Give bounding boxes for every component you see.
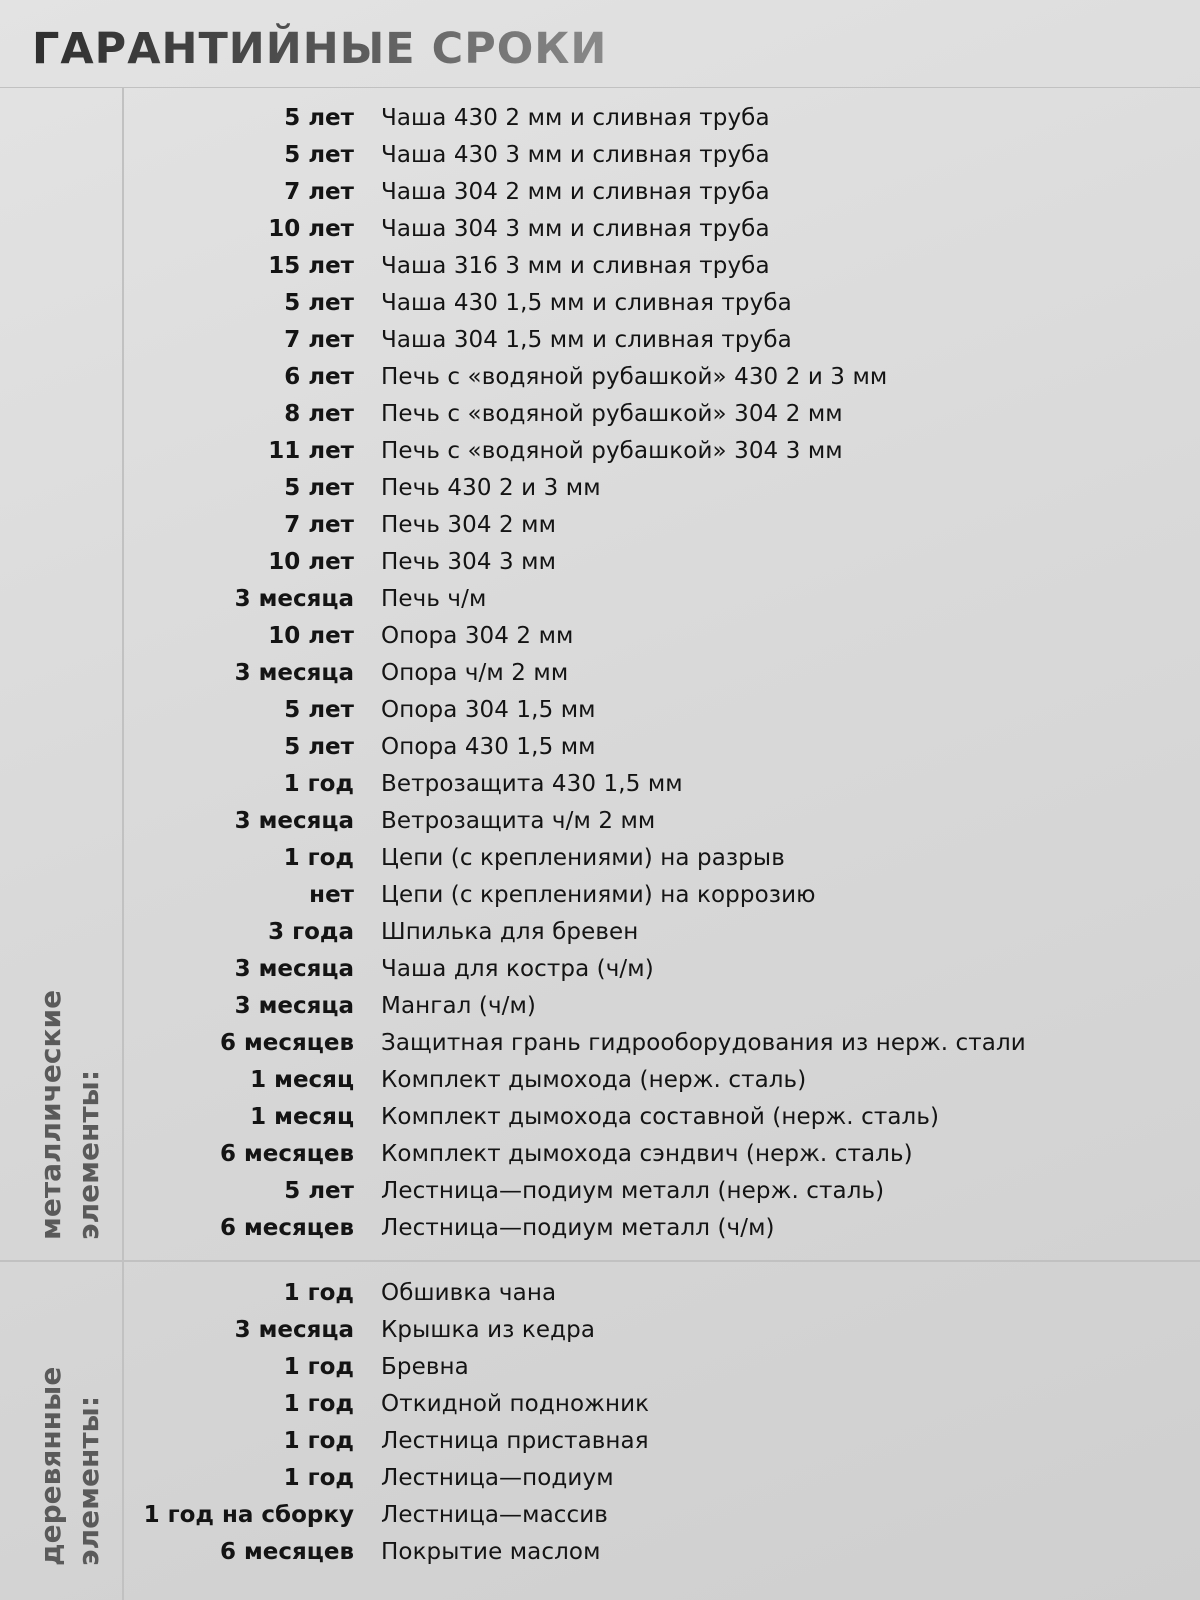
warranty-row: [0, 1534, 1200, 1571]
warranty-item: Чаша 304 3 мм и сливная труба: [381, 216, 770, 242]
warranty-row: [0, 285, 1200, 322]
warranty-term: 5 лет: [284, 697, 354, 723]
warranty-item: Опора 304 2 мм: [381, 623, 574, 649]
warranty-item: Печь с «водяной рубашкой» 304 3 мм: [381, 438, 843, 464]
warranty-item: Чаша 430 2 мм и сливная труба: [381, 105, 770, 131]
warranty-item: Бревна: [381, 1354, 469, 1380]
warranty-item: Цепи (с креплениями) на коррозию: [381, 882, 816, 908]
warranty-row: [0, 359, 1200, 396]
warranty-item: Комплект дымохода (нерж. сталь): [381, 1067, 807, 1093]
warranty-row: [0, 877, 1200, 914]
warranty-row: [0, 692, 1200, 729]
warranty-term: нет: [309, 882, 354, 908]
warranty-term: 1 год: [283, 845, 354, 871]
warranty-row: [0, 433, 1200, 470]
warranty-term: 10 лет: [268, 216, 354, 242]
section-label-line: деревянные: [34, 1366, 67, 1566]
warranty-row: [0, 766, 1200, 803]
warranty-item: Откидной подножник: [381, 1391, 650, 1417]
warranty-row: [0, 100, 1200, 137]
warranty-term: 3 года: [268, 919, 354, 945]
warranty-item: Защитная грань гидрооборудования из нерж. стали: [381, 1030, 1026, 1056]
metal-warranty-list: [0, 100, 1200, 1247]
warranty-item: Печь ч/м: [381, 586, 487, 612]
warranty-term: 5 лет: [284, 734, 354, 760]
warranty-row: [0, 1025, 1200, 1062]
warranty-item: Печь 430 2 и 3 мм: [381, 475, 601, 501]
warranty-row: [0, 914, 1200, 951]
warranty-term: 11 лет: [268, 438, 354, 464]
warranty-item: Покрытие маслом: [381, 1539, 601, 1565]
warranty-term: 5 лет: [284, 290, 354, 316]
warranty-row: [0, 137, 1200, 174]
warranty-row: [0, 1497, 1200, 1534]
wood-warranty-list: [0, 1275, 1200, 1571]
warranty-term: 1 год: [283, 1465, 354, 1491]
warranty-term: 1 год: [283, 1428, 354, 1454]
warranty-term: 3 месяца: [234, 586, 354, 612]
warranty-item: Чаша 304 1,5 мм и сливная труба: [381, 327, 792, 353]
warranty-term: 1 месяц: [250, 1104, 354, 1130]
warranty-term: 3 месяца: [234, 660, 354, 686]
warranty-term: 1 год: [283, 771, 354, 797]
warranty-item: Цепи (с креплениями) на разрыв: [381, 845, 785, 871]
warranty-item: Чаша 430 3 мм и сливная труба: [381, 142, 770, 168]
warranty-term: 6 лет: [284, 364, 354, 390]
warranty-row: [0, 1460, 1200, 1497]
warranty-item: Чаша для костра (ч/м): [381, 956, 654, 982]
warranty-item: Опора 304 1,5 мм: [381, 697, 596, 723]
warranty-row: [0, 1210, 1200, 1247]
warranty-item: Шпилька для бревен: [381, 919, 639, 945]
section-label-line: элементы:: [72, 1395, 105, 1566]
warranty-term: 3 месяца: [234, 956, 354, 982]
warranty-row: [0, 729, 1200, 766]
warranty-row: [0, 396, 1200, 433]
warranty-row: [0, 1062, 1200, 1099]
warranty-item: Ветрозащита ч/м 2 мм: [381, 808, 656, 834]
section-divider: [0, 1260, 1200, 1262]
warranty-row: [0, 1349, 1200, 1386]
warranty-row: [0, 840, 1200, 877]
warranty-term: 1 год: [283, 1354, 354, 1380]
warranty-row: [0, 951, 1200, 988]
warranty-item: Опора 430 1,5 мм: [381, 734, 596, 760]
warranty-row: [0, 803, 1200, 840]
warranty-row: [0, 248, 1200, 285]
warranty-row: [0, 988, 1200, 1025]
warranty-item: Обшивка чана: [381, 1280, 557, 1306]
warranty-row: [0, 470, 1200, 507]
warranty-row: [0, 655, 1200, 692]
warranty-term: 3 месяца: [234, 808, 354, 834]
warranty-term: 5 лет: [284, 475, 354, 501]
warranty-term: 15 лет: [268, 253, 354, 279]
warranty-item: Лестница приставная: [381, 1428, 649, 1454]
warranty-item: Лестница—подиум металл (нерж. сталь): [381, 1178, 885, 1204]
warranty-term: 1 год: [283, 1391, 354, 1417]
warranty-term: 5 лет: [284, 1178, 354, 1204]
warranty-row: [0, 1312, 1200, 1349]
warranty-row: [0, 211, 1200, 248]
warranty-row: [0, 1423, 1200, 1460]
page-title: ГАРАНТИЙНЫЕ СРОКИ: [32, 24, 608, 74]
warranty-term: 3 месяца: [234, 993, 354, 1019]
section-label-line: элементы:: [72, 1069, 105, 1240]
warranty-row: [0, 1275, 1200, 1312]
warranty-item: Чаша 430 1,5 мм и сливная труба: [381, 290, 792, 316]
warranty-term: 7 лет: [284, 327, 354, 353]
header: [0, 0, 1200, 88]
warranty-row: [0, 1386, 1200, 1423]
warranty-item: Печь 304 3 мм: [381, 549, 557, 575]
warranty-item: Мангал (ч/м): [381, 993, 537, 1019]
warranty-term: 5 лет: [284, 105, 354, 131]
warranty-item: Комплект дымохода сэндвич (нерж. сталь): [381, 1141, 913, 1167]
warranty-item: Чаша 304 2 мм и сливная труба: [381, 179, 770, 205]
warranty-item: Лестница—подиум металл (ч/м): [381, 1215, 775, 1241]
warranty-item: Крышка из кедра: [381, 1317, 596, 1343]
warranty-item: Ветрозащита 430 1,5 мм: [381, 771, 683, 797]
warranty-row: [0, 174, 1200, 211]
warranty-term: 1 год на сборку: [143, 1502, 354, 1528]
warranty-term: 1 месяц: [250, 1067, 354, 1093]
warranty-term: 3 месяца: [234, 1317, 354, 1343]
warranty-term: 1 год: [283, 1280, 354, 1306]
warranty-term: 10 лет: [268, 623, 354, 649]
warranty-item: Комплект дымохода составной (нерж. сталь): [381, 1104, 940, 1130]
warranty-item: Лестница—подиум: [381, 1465, 614, 1491]
warranty-item: Печь с «водяной рубашкой» 430 2 и 3 мм: [381, 364, 888, 390]
warranty-row: [0, 544, 1200, 581]
warranty-row: [0, 618, 1200, 655]
warranty-row: [0, 581, 1200, 618]
warranty-item: Лестница—массив: [381, 1502, 608, 1528]
warranty-term: 7 лет: [284, 179, 354, 205]
warranty-term: 5 лет: [284, 142, 354, 168]
warranty-item: Печь с «водяной рубашкой» 304 2 мм: [381, 401, 843, 427]
warranty-term: 6 месяцев: [219, 1141, 354, 1167]
warranty-item: Печь 304 2 мм: [381, 512, 557, 538]
warranty-term: 10 лет: [268, 549, 354, 575]
warranty-row: [0, 1099, 1200, 1136]
warranty-item: Опора ч/м 2 мм: [381, 660, 569, 686]
warranty-row: [0, 322, 1200, 359]
warranty-term: 6 месяцев: [219, 1539, 354, 1565]
section-label-line: металлические: [34, 989, 67, 1240]
warranty-term: 7 лет: [284, 512, 354, 538]
warranty-term: 8 лет: [284, 401, 354, 427]
warranty-row: [0, 1136, 1200, 1173]
warranty-row: [0, 1173, 1200, 1210]
warranty-term: 6 месяцев: [219, 1030, 354, 1056]
warranty-item: Чаша 316 3 мм и сливная труба: [381, 253, 770, 279]
warranty-term: 6 месяцев: [219, 1215, 354, 1241]
warranty-row: [0, 507, 1200, 544]
